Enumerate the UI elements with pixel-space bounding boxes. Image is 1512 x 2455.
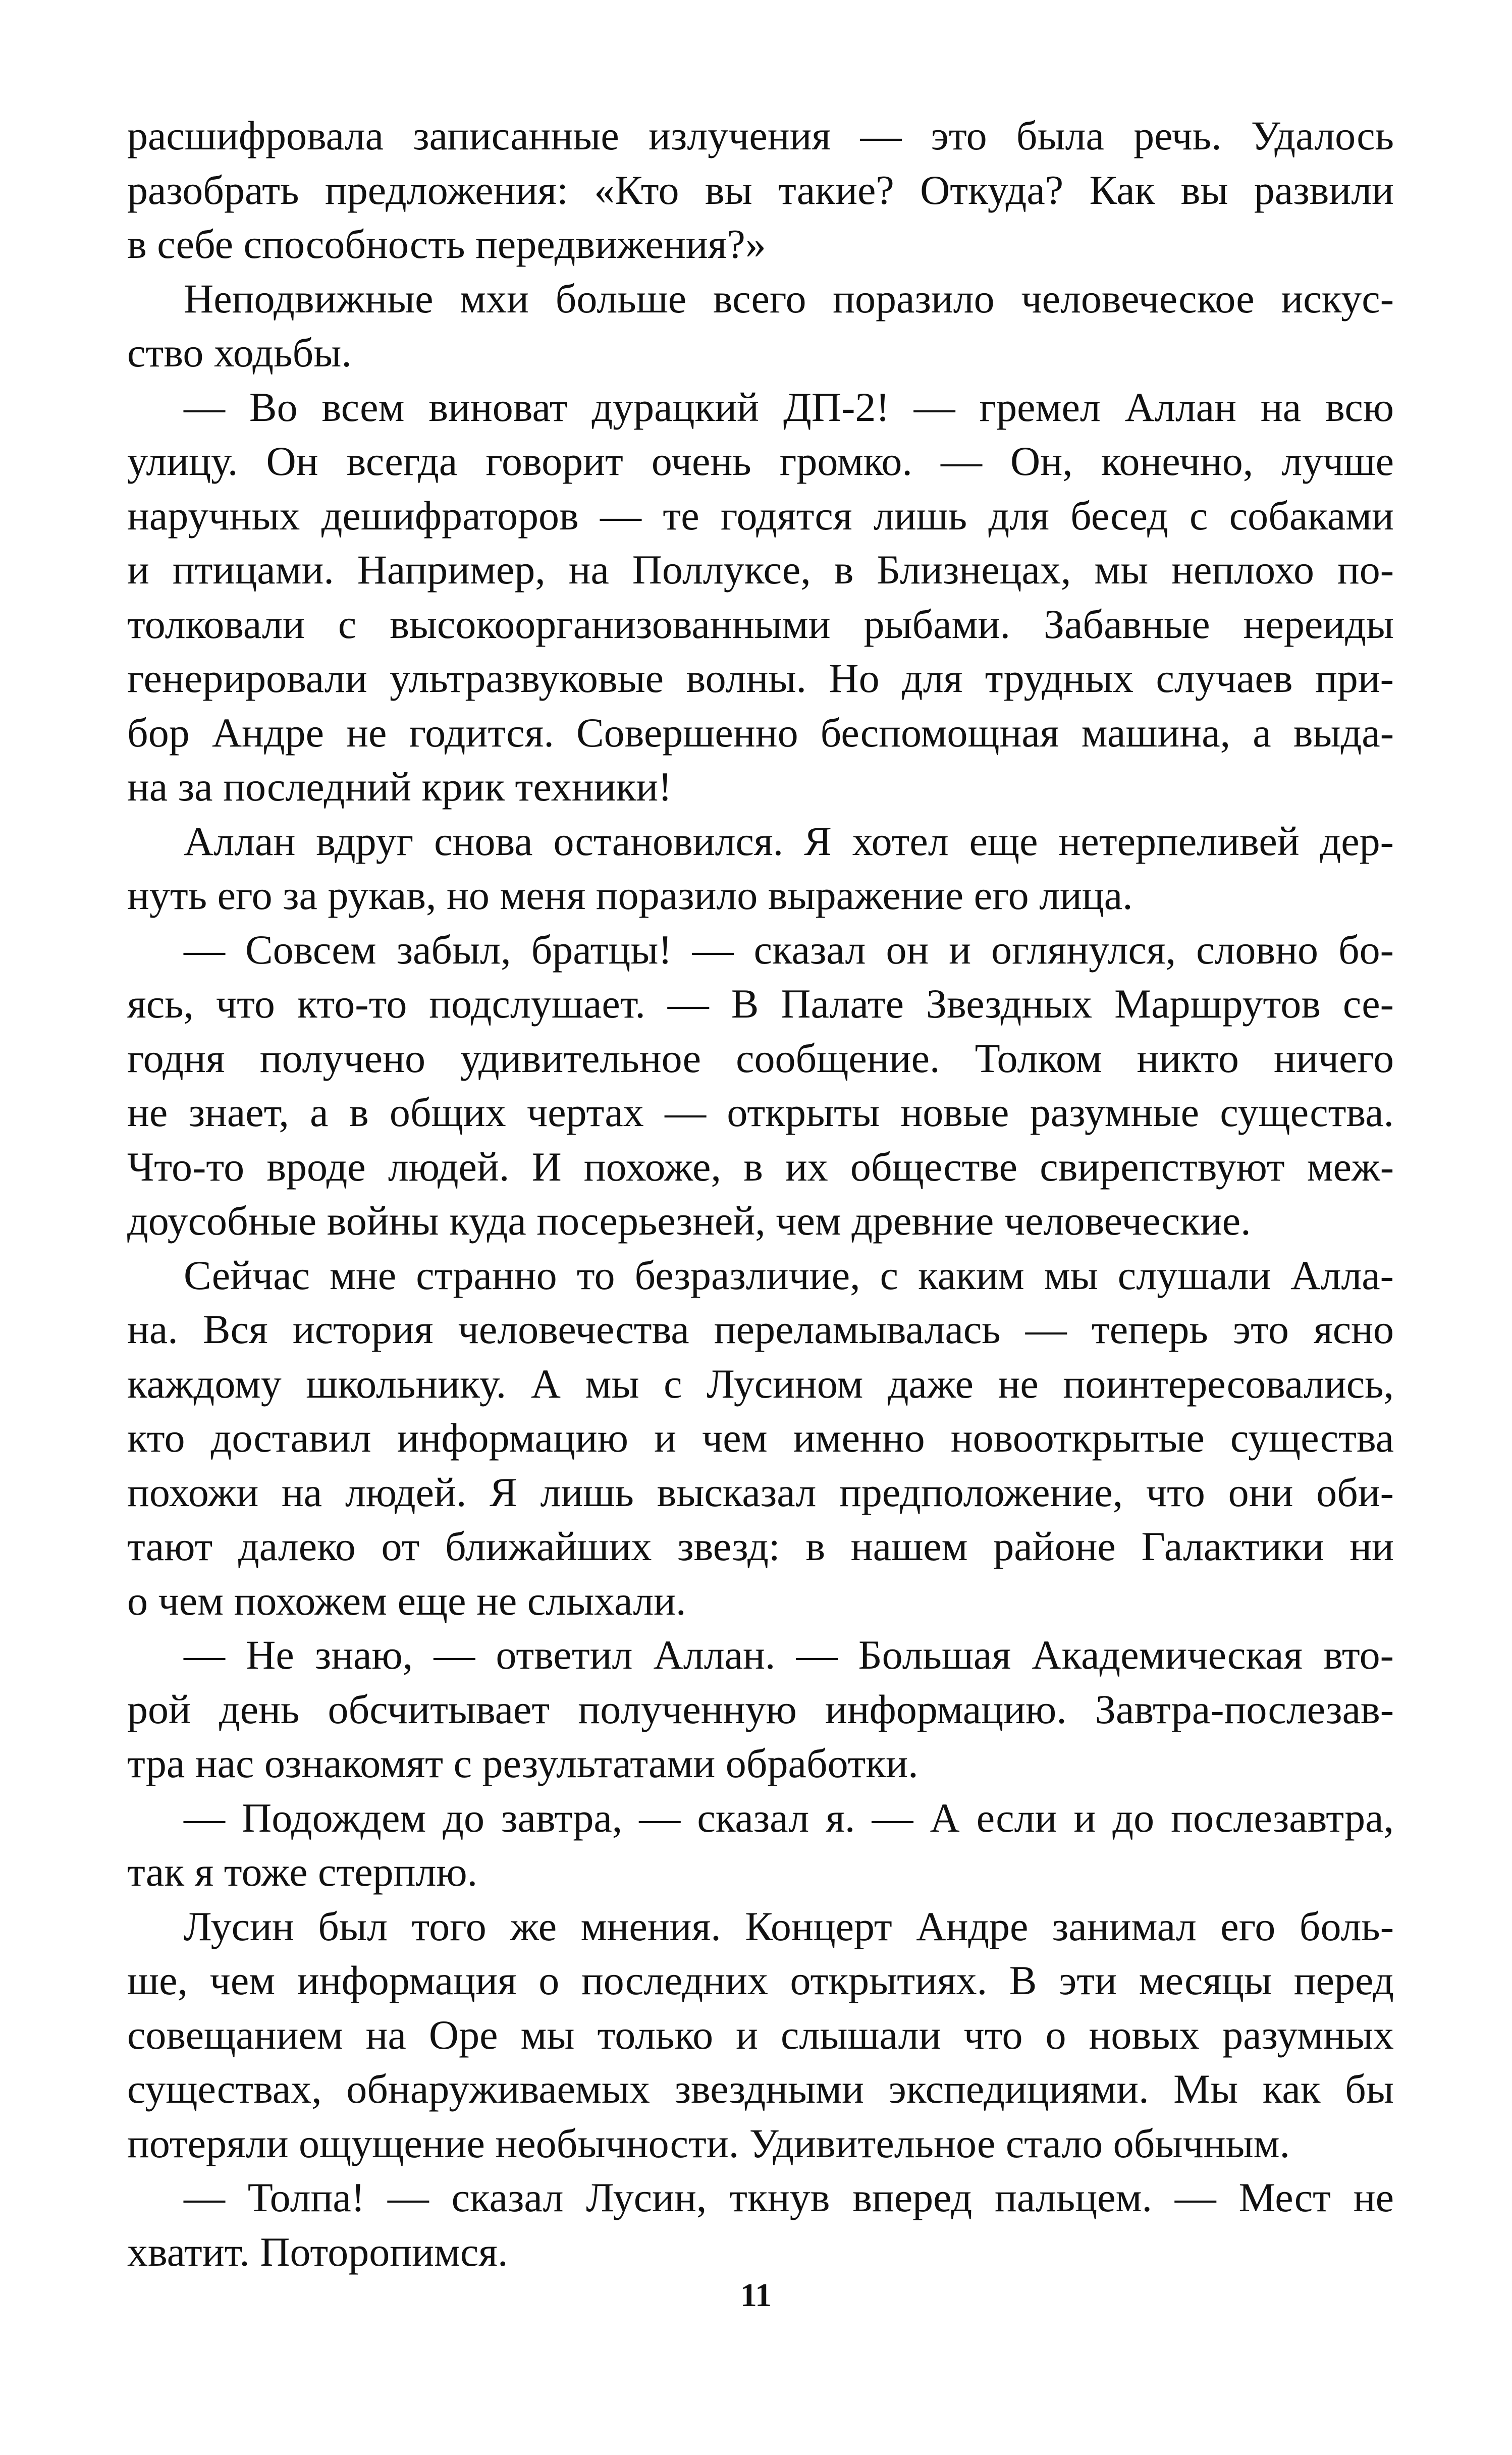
paragraph [127,1791,1394,1899]
text-line: Что-то вроде людей. И похоже, в их обществе свирепствуют меж- [127,1143,1394,1190]
text-line: так я тоже стерплю. [127,1849,478,1895]
text-line: хватит. Поторопимся. [127,2228,508,2275]
text-line: Сейчас мне странно то безразличие, с каким мы слушали Алла- [184,1252,1394,1298]
text-line: ше, чем информация о последних открытиях. В эти месяцы перед [127,1957,1394,2003]
page-body [127,109,1394,2279]
text-line: тра нас ознакомят с результатами обработки. [127,1740,919,1786]
text-line: потеряли ощущение необычности. Удивительное стало обычным. [127,2120,1290,2166]
text-line: тают далеко от ближайших звезд: в нашем районе Галактики ни [127,1523,1394,1569]
text-line: ство ходьбы. [127,330,352,376]
paragraph [127,272,1394,380]
text-line: похожи на людей. Я лишь высказал предположение, что они оби- [127,1469,1394,1515]
text-line: на. Вся история человечества переламывалась — теперь это ясно [127,1306,1394,1352]
text-line: годня получено удивительное сообщение. Толком никто ничего [127,1035,1394,1081]
text-line: и птицами. Например, на Поллуксе, в Близнецах, мы неплохо по- [127,547,1394,593]
text-line: толковали с высокоорганизованными рыбами. Забавные нереиды [127,601,1394,647]
paragraph [127,109,1394,272]
text-line: кто доставил информацию и чем именно новооткрытые существа [127,1415,1394,1461]
text-line: существах, обнаруживаемых звездными экспедициями. Мы как бы [127,2066,1394,2112]
text-line: Лусин был того же мнения. Концерт Андре занимал его боль- [184,1903,1394,1949]
paragraph [127,1628,1394,1791]
text-line: рой день обсчитывает полученную информацию. Завтра-послезав- [127,1686,1394,1732]
paragraph [127,814,1394,923]
text-line: — Подождем до завтра, — сказал я. — А если и до послезавтра, [184,1794,1394,1841]
text-line: разобрать предложения: «Кто вы такие? Откуда? Как вы развили [127,167,1394,213]
text-line: в себе способность передвижения?» [127,221,766,267]
paragraph [127,923,1394,1248]
text-line: расшифровала записанные излучения — это была речь. Удалось [127,113,1394,158]
text-line: о чем похожем еще не слыхали. [127,1577,686,1624]
paragraph [127,1899,1394,2171]
text-line: — Во всем виноват дурацкий ДП-2! — гремел Аллан на всю [184,384,1394,430]
text-line: — Совсем забыл, братцы! — сказал он и оглянулся, словно бо- [184,926,1394,973]
text-line: нуть его за рукав, но меня поразило выражение его лица. [127,872,1133,918]
text-line: не знает, а в общих чертах — открыты новые разумные существа. [127,1089,1394,1135]
text-line: совещанием на Оре мы только и слышали что о новых разумных [127,2011,1394,2058]
text-line: ясь, что кто-то подслушает. — В Палате Звездных Маршрутов се- [127,981,1394,1027]
text-line: — Толпа! — сказал Лусин, ткнув вперед пальцем. — Мест не [184,2174,1394,2220]
text-line: — Не знаю, — ответил Аллан. — Большая Академическая вто- [184,1632,1394,1678]
text-line: наручных дешифраторов — те годятся лишь для бесед с собаками [127,492,1394,539]
paragraph [127,1248,1394,1628]
text-line: доусобные войны куда посерьезней, чем древние человеческие. [127,1198,1251,1244]
text-line: на за последний крик техники! [127,764,672,810]
text-line: Аллан вдруг снова остановился. Я хотел еще нетерпеливей дер- [184,818,1394,864]
text-line: каждому школьнику. А мы с Лусином даже не поинтересовались, [127,1360,1394,1407]
page-number: 11 [740,2277,772,2314]
text-line: улицу. Он всегда говорит очень громко. — Он, конечно, лучше [127,438,1394,484]
paragraph [127,2170,1394,2279]
text-line: Неподвижные мхи больше всего поразило человеческое искус- [184,275,1394,322]
paragraph [127,380,1394,814]
text-line: бор Андре не годится. Совершенно беспомощная машина, а выда- [127,709,1394,756]
text-line: генерировали ультразвуковые волны. Но для трудных случаев при- [127,655,1394,701]
